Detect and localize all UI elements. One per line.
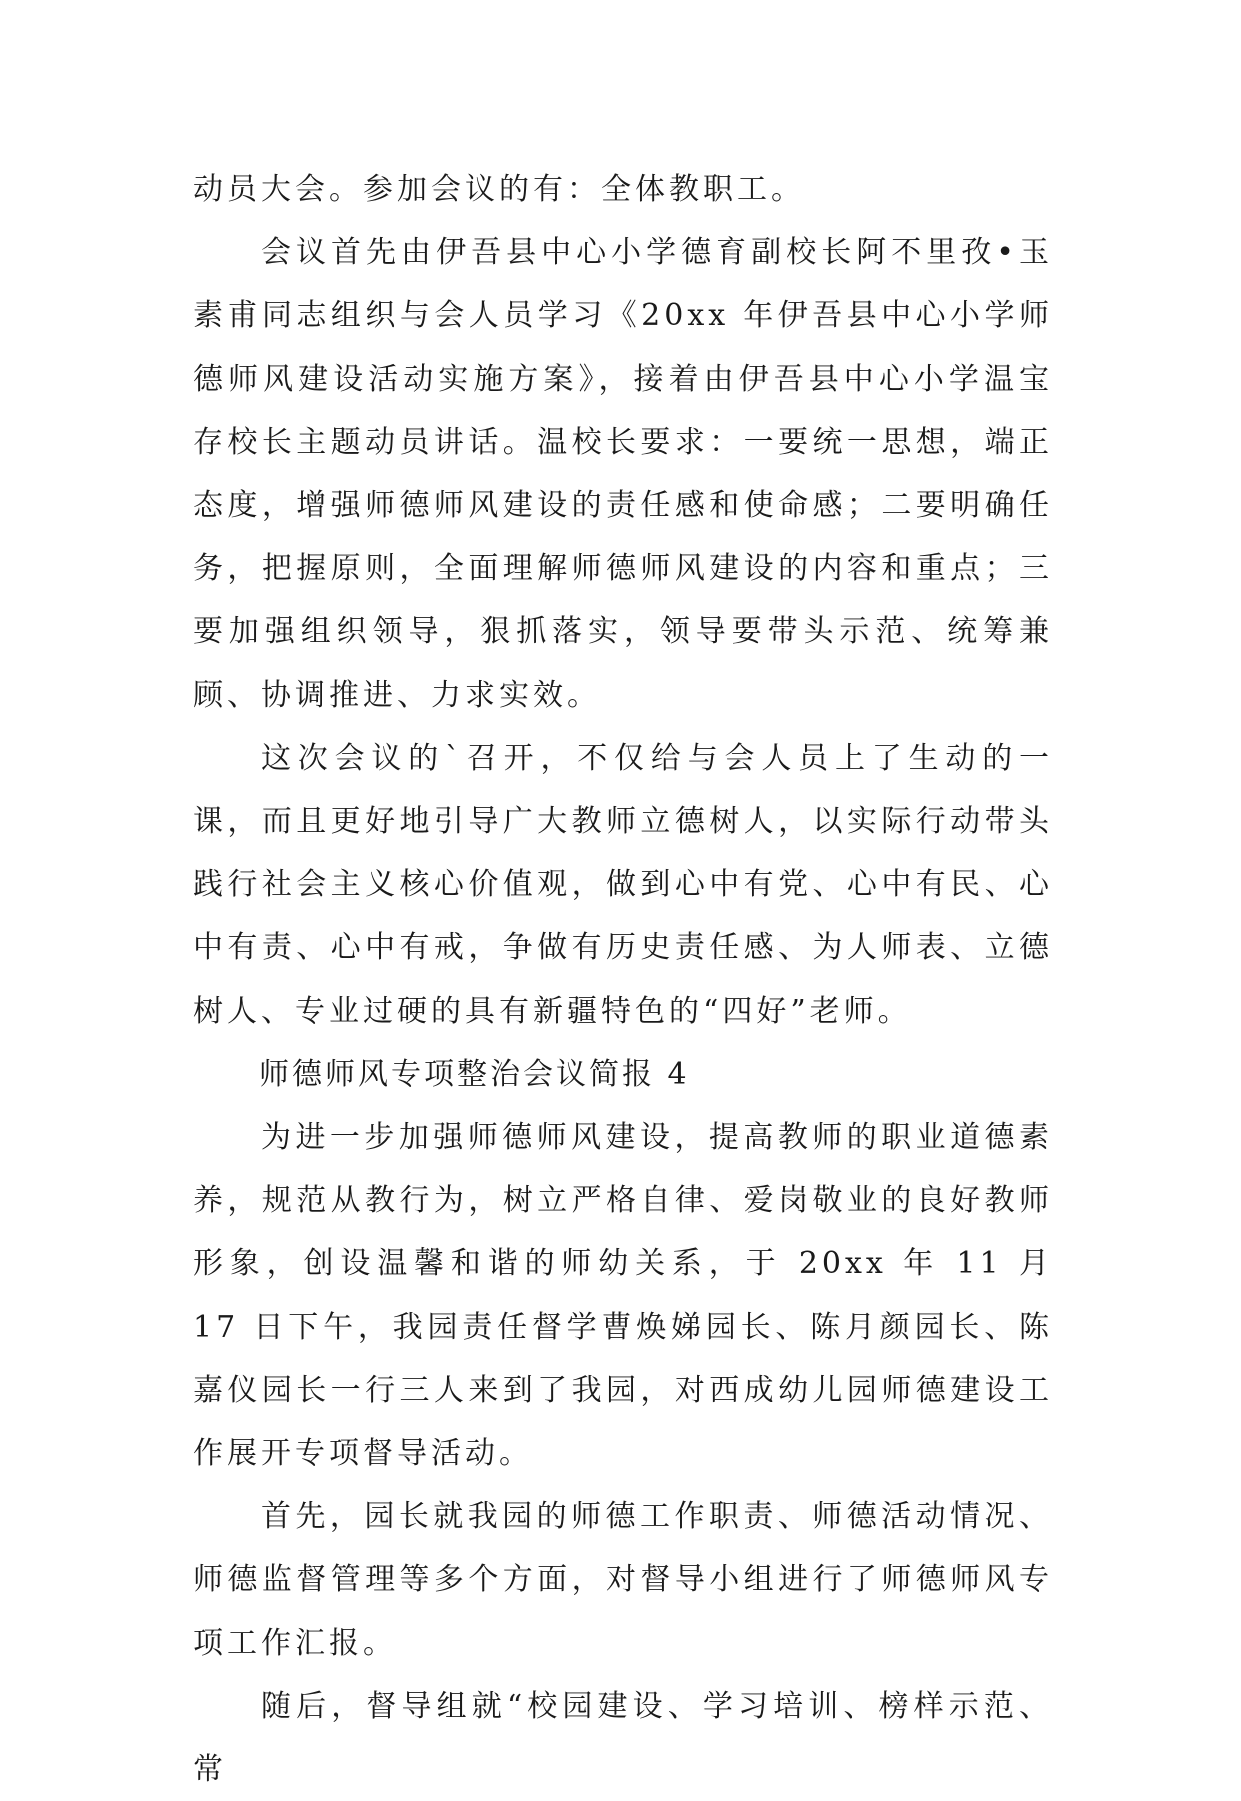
paragraph-supervision-intro: 为进一步加强师德师风建设，提高教师的职业道德素养，规范从教行为，树立严格自律、爱岗敬业的良好教师形象，创设温馨和谐的师幼关系，于 20xx 年 11 月 17 日下午，我园责任督学曹焕娣园长、陈月颜园长、陈嘉仪园长一行三人来到了我园，对西成幼儿园师德建设工作展开专项督导活动。: [193, 1120, 1053, 1472]
paragraph-follow-up: 随后，督导组就“校园建设、学习培训、榜样示范、常: [193, 1688, 1053, 1788]
paragraph-continuation: 动员大会。参加会议的有：全体教职工。: [193, 172, 805, 207]
section-heading: 师德师风专项整治会议简报 4: [259, 1056, 690, 1092]
paragraph-meeting-opening: 会议首先由伊吾县中心小学德育副校长阿不里孜•玉素甫同志组织与会人员学习《20xx 年伊吾县中心小学师德师风建设活动实施方案》，接着由伊吾县中心小学温宝存校长主题动员讲话。温校长要求：一要统一思想，端正态度，增强师德师风建设的责任感和使命感；二要明确任务，把握原则，全面理解师德师风建设的内容和重点；三要加强组织领导，狠抓落实，领导要带头示范、统筹兼顾、协调推进、力求实效。: [193, 235, 1053, 713]
paragraph-meeting-significance: 这次会议的`召开，不仅给与会人员上了生动的一课，而且更好地引导广大教师立德树人，以实际行动带头践行社会主义核心价值观，做到心中有党、心中有民、心中有责、心中有戒，争做有历史责任感、为人师表、立德树人、专业过硬的具有新疆特色的“四好”老师。: [193, 740, 1053, 1029]
document-body: [193, 158, 1053, 1801]
paragraph-work-report: 首先，园长就我园的师德工作职责、师德活动情况、师德监督管理等多个方面，对督导小组进行了师德师风专项工作汇报。: [193, 1499, 1053, 1661]
